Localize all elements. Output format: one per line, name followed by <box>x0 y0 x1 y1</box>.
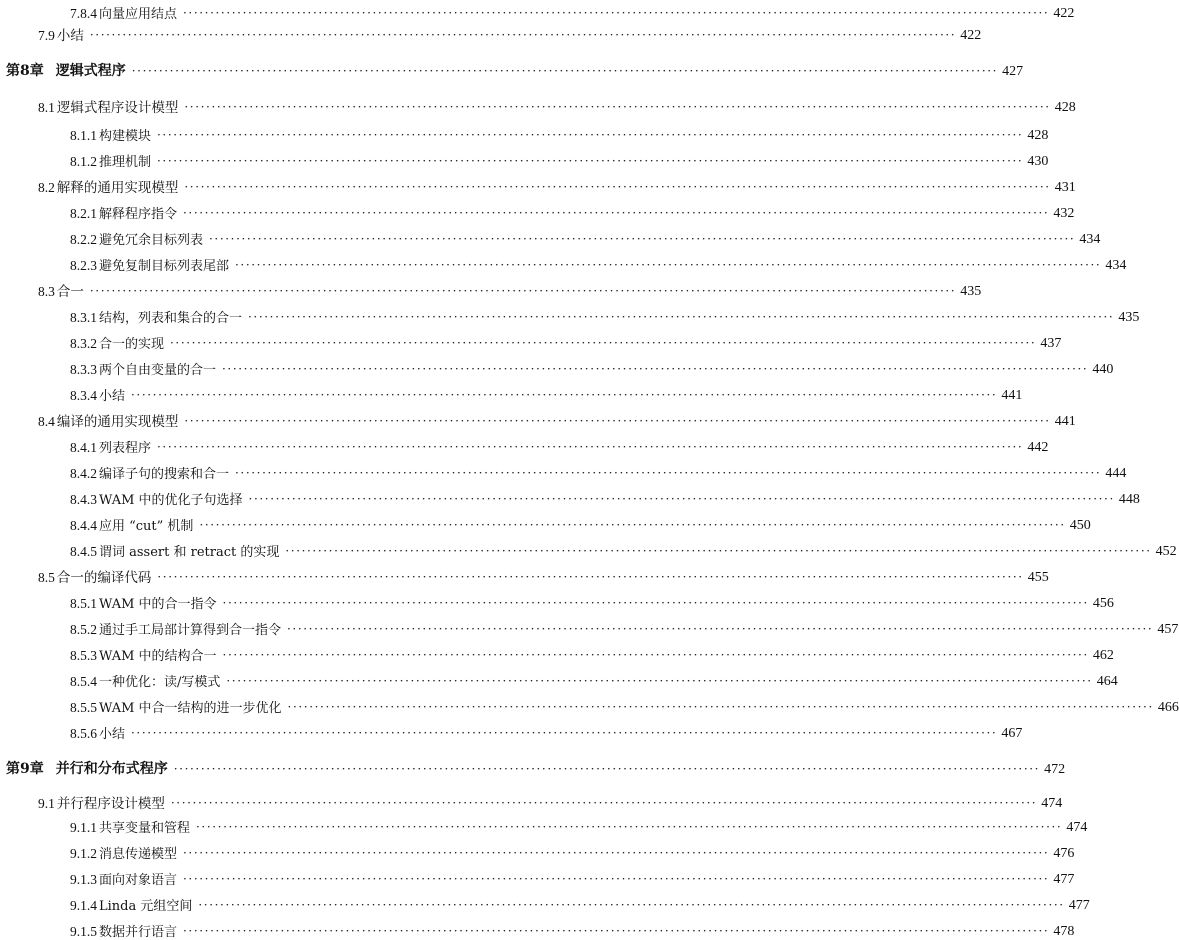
toc-entry-number: 9.1.1 <box>70 820 97 835</box>
toc-entry-page-number: 434 <box>1079 232 1101 247</box>
toc-entry-title: WAM 中的优化子句选择 <box>99 493 243 508</box>
toc-subsection-entry <box>70 380 1023 404</box>
dot-leader: ································································································································································ <box>184 100 1051 114</box>
dot-leader: ································································································································································ <box>89 28 957 42</box>
toc-entry-number: 8.2.2 <box>70 232 97 247</box>
toc-entry-number: 8.2.1 <box>70 206 97 221</box>
dot-leader: ································································································································································ <box>209 232 1076 246</box>
dot-leader: ································································································································································ <box>157 154 1024 168</box>
toc-entry-page-number: 440 <box>1092 362 1114 377</box>
toc-section-entry <box>38 172 1076 196</box>
toc-entry-page-number: 422 <box>960 28 982 43</box>
dot-leader: ································································································································································ <box>183 206 1050 220</box>
toc-entry-title: 避免复制目标列表尾部 <box>99 259 230 274</box>
toc-entry-page-number: 430 <box>1027 154 1049 169</box>
toc-entry-number: 9.1.4 <box>70 898 97 913</box>
dot-leader: ································································································································································ <box>226 674 1093 688</box>
toc-subsection-entry <box>70 864 1075 888</box>
toc-subsection-entry <box>70 510 1091 534</box>
toc-entry-number: 8.4.4 <box>70 518 97 533</box>
dot-leader: ································································································································································ <box>196 820 1063 834</box>
dot-leader: ································································································································································ <box>287 622 1154 636</box>
toc-entry-page-number: 434 <box>1105 258 1127 273</box>
toc-entry-title: 数据并行语言 <box>99 925 178 940</box>
toc-entry-page-number: 472 <box>1044 762 1066 777</box>
toc-subsection-entry <box>70 328 1062 352</box>
dot-leader: ································································································································································ <box>89 284 957 298</box>
toc-entry-page-number: 428 <box>1054 100 1076 115</box>
dot-leader: ································································································································································ <box>170 796 1038 810</box>
toc-entry-page-number: 441 <box>1054 414 1076 429</box>
toc-entry-number: 9.1.5 <box>70 924 97 939</box>
dot-leader: ································································································································································ <box>222 648 1089 662</box>
toc-entry-page-number: 422 <box>1053 6 1075 21</box>
toc-subsection-entry <box>70 302 1140 326</box>
toc-entry-number: 8.5.5 <box>70 700 97 715</box>
toc-entry-page-number: 478 <box>1053 924 1075 939</box>
toc-entry-page-number: 437 <box>1040 336 1062 351</box>
toc-entry-number: 8.2 <box>38 180 55 195</box>
toc-entry-title: 合一 <box>56 284 84 300</box>
toc-entry-page-number: 450 <box>1069 518 1091 533</box>
toc-entry-title: 消息传递模型 <box>99 847 178 862</box>
dot-leader: ································································································································································ <box>222 596 1089 610</box>
toc-entry-title: 合一的实现 <box>99 337 165 352</box>
toc-entry-page-number: 476 <box>1053 846 1075 861</box>
toc-entry-page-number: 435 <box>1118 310 1140 325</box>
toc-subsection-entry <box>70 916 1075 940</box>
dot-leader: ································································································································································ <box>183 872 1050 886</box>
toc-entry-number: 第8章 <box>6 63 44 79</box>
toc-entry-title: WAM 中合一结构的进一步优化 <box>99 701 282 716</box>
dot-leader: ································································································································································ <box>235 466 1102 480</box>
toc-entry-page-number: 431 <box>1054 180 1076 195</box>
toc-entry-number: 8.5.6 <box>70 726 97 741</box>
toc-subsection-entry <box>70 588 1114 612</box>
toc-entry-page-number: 441 <box>1001 388 1023 403</box>
toc-section-entry <box>38 92 1076 116</box>
toc-entry-title: 编译的通用实现模型 <box>56 414 179 430</box>
toc-entry-number: 7.9 <box>38 28 55 43</box>
toc-entry-title: 列表程序 <box>99 441 152 456</box>
dot-leader: ································································································································································ <box>287 700 1154 714</box>
toc-entry-title: 小结 <box>56 28 84 44</box>
dot-leader: ································································································································································ <box>157 440 1024 454</box>
toc-entry-number: 8.5 <box>38 570 55 585</box>
toc-entry-title: 两个自由变量的合一 <box>99 363 217 378</box>
toc-entry-number: 8.3.1 <box>70 310 97 325</box>
toc-entry-number: 第9章 <box>6 761 44 777</box>
dot-leader: ································································································································································ <box>131 388 998 402</box>
toc-entry-page-number: 474 <box>1066 820 1088 835</box>
toc-entry-number: 8.5.2 <box>70 622 97 637</box>
toc-subsection-entry <box>70 666 1118 690</box>
toc-subsection-entry <box>70 224 1101 248</box>
toc-entry-title: 结构，列表和集合的合一 <box>99 311 243 326</box>
toc-entry-number: 8.4 <box>38 414 55 429</box>
toc-entry-page-number: 452 <box>1155 544 1177 559</box>
toc-entry-title: 解释程序指令 <box>99 207 178 222</box>
toc-entry-number: 8.4.5 <box>70 544 97 559</box>
toc-entry-number: 8.4.1 <box>70 440 97 455</box>
toc-entry-title: 谓词 assert 和 retract 的实现 <box>99 545 280 560</box>
toc-entry-title: 并行和分布式程序 <box>55 761 168 777</box>
toc-subsection-entry <box>70 458 1127 482</box>
toc-subsection-entry <box>70 484 1140 508</box>
dot-leader: ································································································································································ <box>235 258 1102 272</box>
toc-subsection-entry <box>70 838 1075 862</box>
dot-leader: ································································································································································ <box>157 128 1024 142</box>
toc-subsection-entry <box>70 692 1179 716</box>
toc-entry-title: 小结 <box>99 389 126 404</box>
toc-entry-title: 一种优化：读/写模式 <box>99 675 221 690</box>
dot-leader: ································································································································································ <box>248 492 1115 506</box>
toc-entry-page-number: 444 <box>1105 466 1127 481</box>
toc-entry-title: 面向对象语言 <box>99 873 178 888</box>
toc-section-entry <box>38 20 982 44</box>
toc-entry-number: 8.3.3 <box>70 362 97 377</box>
toc-entry-number: 8.5.3 <box>70 648 97 663</box>
toc-chapter-entry <box>6 754 1066 778</box>
toc-subsection-entry <box>70 198 1075 222</box>
toc-entry-title: Linda 元组空间 <box>99 899 193 914</box>
toc-entry-page-number: 464 <box>1096 674 1118 689</box>
dot-leader: ································································································································································ <box>183 924 1050 938</box>
toc-entry-page-number: 466 <box>1157 700 1179 715</box>
dot-leader: ································································································································································ <box>183 6 1050 20</box>
toc-entry-title: 共享变量和管程 <box>99 821 191 836</box>
toc-entry-number: 8.5.4 <box>70 674 97 689</box>
toc-chapter-entry <box>6 56 1024 80</box>
toc-entry-page-number: 428 <box>1027 128 1049 143</box>
toc-entry-number: 8.1.2 <box>70 154 97 169</box>
toc-entry-number: 8.4.2 <box>70 466 97 481</box>
toc-entry-number: 8.1.1 <box>70 128 97 143</box>
toc-entry-page-number: 462 <box>1092 648 1114 663</box>
toc-entry-number: 9.1.2 <box>70 846 97 861</box>
toc-entry-number: 8.2.3 <box>70 258 97 273</box>
dot-leader: ································································································································································ <box>131 64 999 78</box>
dot-leader: ································································································································································ <box>173 762 1041 776</box>
dot-leader: ································································································································································ <box>222 362 1089 376</box>
toc-entry-title: 合一的编译代码 <box>56 570 152 586</box>
toc-section-entry <box>38 276 982 300</box>
dot-leader: ································································································································································ <box>170 336 1037 350</box>
toc-entry-title: WAM 中的结构合一 <box>99 649 217 664</box>
toc-entry-title: 小结 <box>99 727 126 742</box>
toc-entry-page-number: 456 <box>1092 596 1114 611</box>
toc-subsection-entry <box>70 120 1049 144</box>
dot-leader: ································································································································································ <box>248 310 1115 324</box>
toc-subsection-entry <box>70 890 1090 914</box>
toc-subsection-entry <box>70 354 1114 378</box>
dot-leader: ································································································································································ <box>157 570 1024 584</box>
toc-subsection-entry <box>70 146 1049 170</box>
dot-leader: ································································································································································ <box>198 898 1065 912</box>
toc-entry-title: 逻辑式程序设计模型 <box>56 100 179 116</box>
toc-entry-title: 逻辑式程序 <box>55 63 126 79</box>
toc-entry-title: 并行程序设计模型 <box>56 796 165 812</box>
toc-entry-page-number: 435 <box>960 284 982 299</box>
toc-subsection-entry <box>70 812 1088 836</box>
toc-subsection-entry <box>70 432 1049 456</box>
toc-entry-title: 应用 “cut” 机制 <box>99 519 194 534</box>
toc-entry-number: 8.3.2 <box>70 336 97 351</box>
toc-entry-page-number: 455 <box>1027 570 1049 585</box>
toc-entry-title: 推理机制 <box>99 155 152 170</box>
toc-subsection-entry <box>70 640 1114 664</box>
dot-leader: ································································································································································ <box>199 518 1066 532</box>
toc-entry-number: 8.3 <box>38 284 55 299</box>
toc-entry-number: 7.8.4 <box>70 6 97 21</box>
toc-section-entry <box>38 406 1076 430</box>
toc-entry-title: WAM 中的合一指令 <box>99 597 217 612</box>
dot-leader: ································································································································································ <box>184 414 1051 428</box>
toc-subsection-entry <box>70 536 1177 560</box>
toc-section-entry <box>38 562 1049 586</box>
toc-entry-number: 8.3.4 <box>70 388 97 403</box>
dot-leader: ································································································································································ <box>131 726 998 740</box>
toc-entry-page-number: 457 <box>1157 622 1179 637</box>
toc-entry-page-number: 432 <box>1053 206 1075 221</box>
toc-entry-number: 9.1.3 <box>70 872 97 887</box>
toc-entry-page-number: 477 <box>1068 898 1090 913</box>
toc-entry-page-number: 474 <box>1041 796 1063 811</box>
toc-entry-title: 构建模块 <box>99 129 152 144</box>
toc-entry-title: 通过手工局部计算得到合一指令 <box>99 623 282 638</box>
toc-entry-page-number: 467 <box>1001 726 1023 741</box>
toc-subsection-entry <box>70 0 1075 22</box>
toc-entry-page-number: 427 <box>1002 64 1024 79</box>
toc-entry-number: 8.1 <box>38 100 55 115</box>
toc-subsection-entry <box>70 250 1127 274</box>
toc-entry-title: 向量应用结点 <box>99 7 178 22</box>
toc-entry-title: 编译子句的搜索和合一 <box>99 467 230 482</box>
dot-leader: ································································································································································ <box>184 180 1051 194</box>
toc-subsection-entry <box>70 718 1023 742</box>
toc-entry-title: 避免冗余目标列表 <box>99 233 204 248</box>
toc-entry-number: 9.1 <box>38 796 55 811</box>
toc-entry-title: 解释的通用实现模型 <box>56 180 179 196</box>
toc-entry-page-number: 442 <box>1027 440 1049 455</box>
toc-entry-page-number: 477 <box>1053 872 1075 887</box>
toc-section-entry <box>38 788 1063 812</box>
toc-entry-number: 8.5.1 <box>70 596 97 611</box>
dot-leader: ································································································································································ <box>285 544 1152 558</box>
toc-entry-page-number: 448 <box>1118 492 1140 507</box>
toc-entry-number: 8.4.3 <box>70 492 97 507</box>
toc-subsection-entry <box>70 614 1179 638</box>
dot-leader: ································································································································································ <box>183 846 1050 860</box>
